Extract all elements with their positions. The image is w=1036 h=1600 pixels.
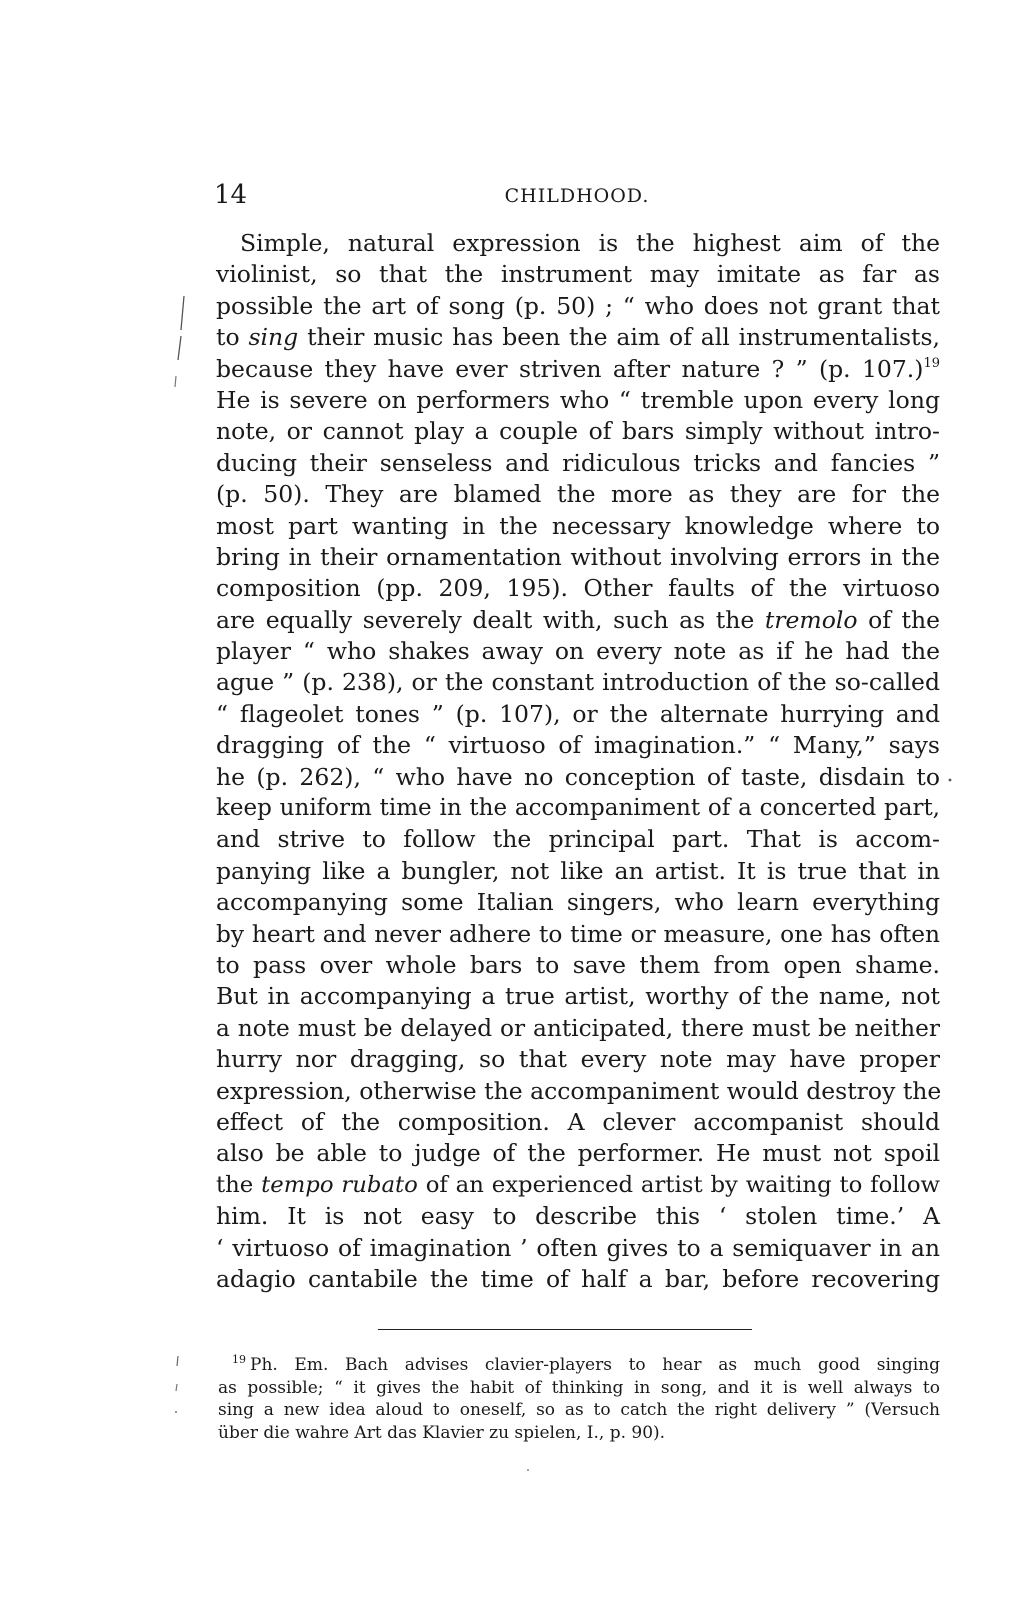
margin-mark [949, 779, 952, 782]
body-line: player “ who shakes away on every note as if he had the [216, 637, 940, 666]
running-head [214, 177, 940, 213]
text-run: of an experienced artist by waiting to follow [417, 1171, 940, 1198]
text-run: Ph. Em. Bach advises clavier-players to hear as much good singing [250, 1355, 940, 1375]
body-line: possible the art of song (p. 50) ; “ who does not grant that [216, 291, 940, 320]
body-line [216, 354, 940, 385]
margin-mark [176, 1384, 177, 1391]
margin-mark [175, 1411, 177, 1413]
body-line: he (p. 262), “ who have no conception of taste, disdain to [216, 762, 940, 791]
italic-term: sing [248, 323, 299, 352]
page-number: 14 [214, 180, 248, 210]
margin-mark [175, 376, 176, 387]
body-text [216, 228, 940, 1295]
footnote-reference: 19 [923, 355, 940, 371]
footnote-line: as possible; “ it gives the habit of thinking in song, and it is well always to [218, 1377, 940, 1398]
body-line: and strive to follow the principal part. That is accom- [216, 825, 940, 854]
body-line: also be able to judge of the performer. He must not spoil [216, 1139, 940, 1168]
footnote-separator [378, 1329, 752, 1330]
body-line: composition (pp. 209, 195). Other faults of the virtuoso [216, 574, 940, 603]
body-line: ‘ virtuoso of imagination ’ often gives to a semiquaver in an [216, 1233, 940, 1262]
body-line: ducing their senseless and ridiculous tricks and fancies ” [216, 448, 940, 477]
body-line [216, 1170, 940, 1201]
body-line: effect of the composition. A clever accompanist should [216, 1107, 940, 1136]
body-line: keep uniform time in the accompaniment of a concerted part, [216, 795, 940, 822]
margin-mark [177, 1356, 178, 1366]
text-run: because they have ever striven after nature ? ” (p. 107.) [216, 354, 924, 383]
margin-mark [181, 296, 184, 330]
body-line: Simple, natural expression is the highest aim of the [240, 229, 940, 257]
body-line: expression, otherwise the accompaniment would destroy the [216, 1076, 942, 1105]
body-line [216, 605, 940, 636]
body-line [216, 322, 940, 353]
footnote-line: sing a new idea aloud to oneself, so as to catch the right delivery ” (Versuch [218, 1400, 940, 1420]
text-run: to [216, 323, 249, 352]
body-line: most part wanting in the necessary knowledge where to [216, 511, 940, 540]
footnote [218, 1354, 940, 1444]
text-run: the [216, 1171, 262, 1198]
body-line: him. It is not easy to describe this ‘ stolen time.’ A [216, 1202, 940, 1231]
body-line: note, or cannot play a couple of bars simply without intro- [216, 417, 940, 446]
body-line: accompanying some Italian singers, who learn everything [216, 888, 940, 917]
body-line: hurry nor dragging, so that every note may have proper [216, 1045, 940, 1074]
text-run: their music has been the aim of all instrumentalists, [298, 323, 941, 352]
body-line: to pass over whole bars to save them from open shame. [216, 950, 940, 979]
body-line: “ flageolet tones ” (p. 107), or the alternate hurrying and [216, 699, 940, 728]
margin-mark [527, 1469, 529, 1471]
text-run: of the [857, 605, 940, 634]
body-line: (p. 50). They are blamed the more as they are for the [216, 480, 940, 509]
body-line: But in accompanying a true artist, worthy of the name, not [216, 982, 940, 1011]
body-line: dragging of the “ virtuoso of imagination.” “ Many,” says [216, 731, 940, 760]
running-title: CHILDHOOD. [504, 185, 650, 207]
body-line: panying like a bungler, not like an artist. It is true that in [216, 856, 940, 885]
text-run: are equally severely dealt with, such as the [216, 605, 765, 634]
body-line: adagio cantabile the time of half a bar, before recovering [216, 1264, 940, 1293]
footnote-line [218, 1354, 940, 1377]
italic-term: tempo rubato [261, 1171, 418, 1198]
footnote-line: über die wahre Art das Klavier zu spielen, I., p. 90). [218, 1422, 666, 1443]
margin-mark [178, 336, 181, 360]
body-line: He is severe on performers who “ tremble upon every long [216, 385, 940, 414]
body-line: by heart and never adhere to time or measure, one has often [216, 920, 940, 948]
body-line: a note must be delayed or anticipated, there must be neither [216, 1014, 940, 1042]
body-line: ague ” (p. 238), or the constant introduction of the so-called [216, 668, 940, 697]
footnote-number: 19 [232, 1353, 246, 1366]
body-line: bring in their ornamentation without involving errors in the [216, 542, 940, 571]
italic-term: tremolo [764, 605, 858, 634]
body-line: violinist, so that the instrument may imitate as far as [216, 260, 940, 289]
